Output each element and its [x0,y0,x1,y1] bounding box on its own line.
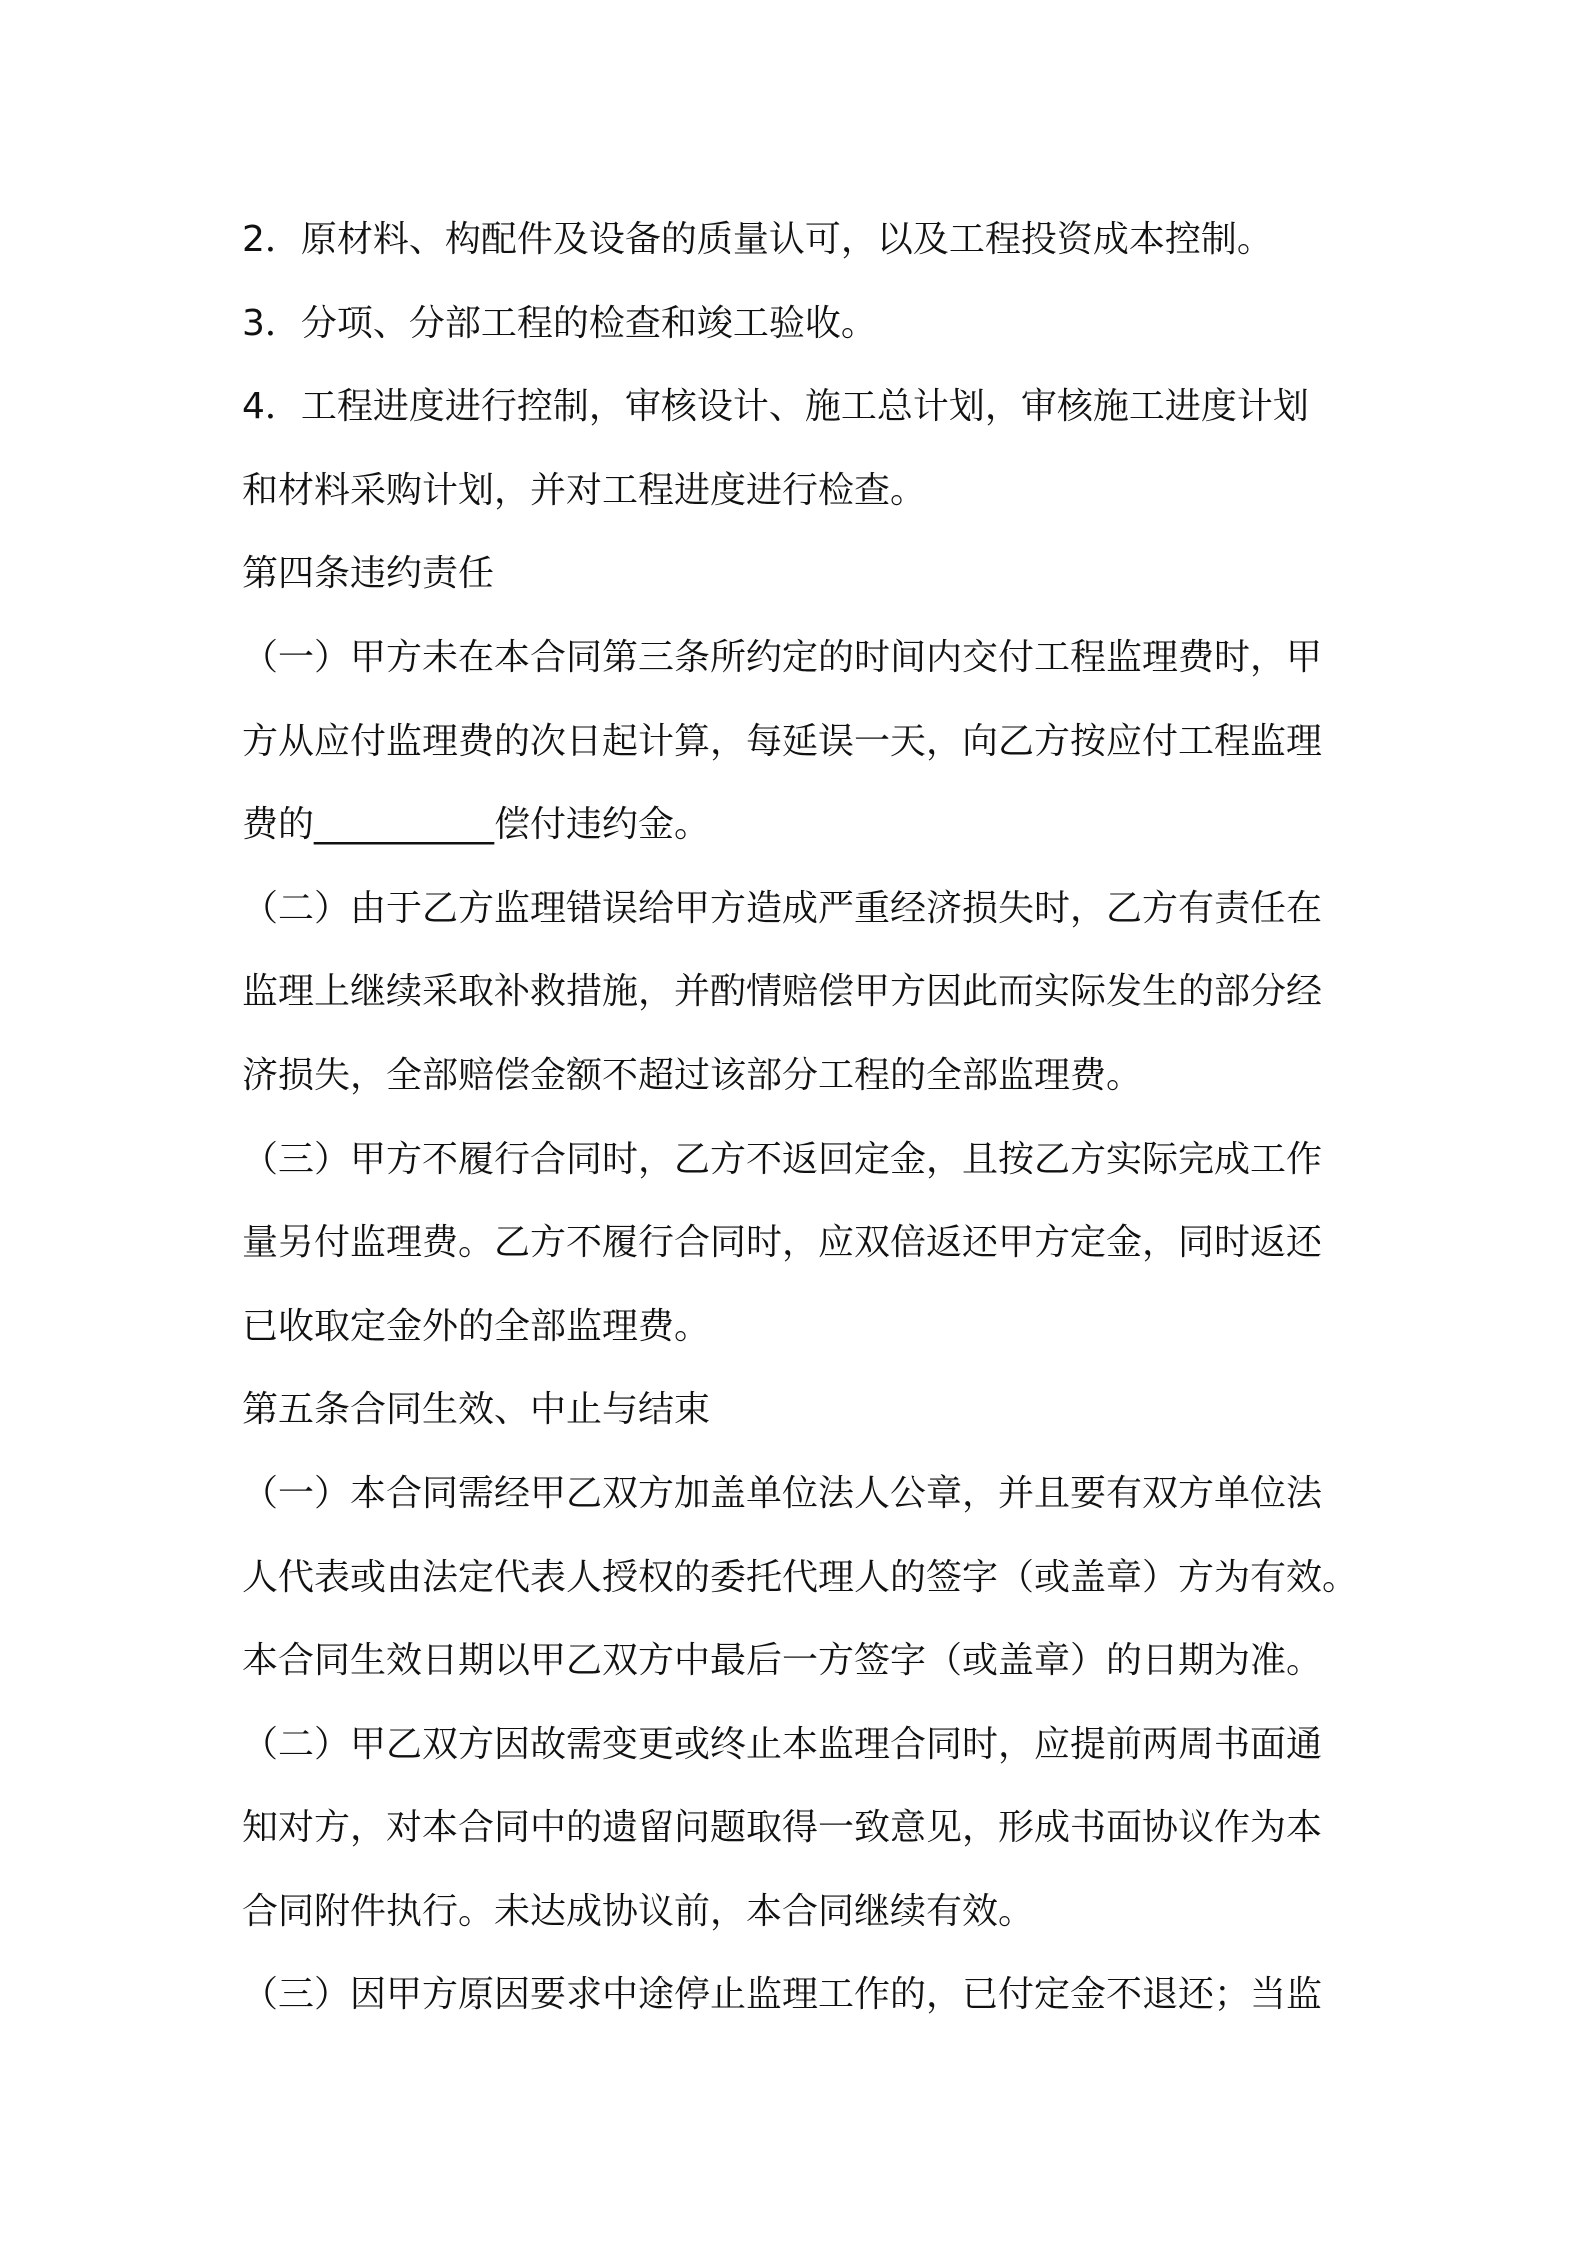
text-line: 费的__________偿付违约金。 [242,804,711,846]
section-heading: 第五条合同生效、中止与结束 [242,1389,711,1431]
text-line: （三）因甲方原因要求中途停止监理工作的，已付定金不退还；当监 [242,1974,1323,2016]
text-line: （一）本合同需经甲乙双方加盖单位法人公章，并且要有双方单位法 [242,1472,1323,1514]
text-line: （二）甲乙双方因故需变更或终止本监理合同时，应提前两周书面通 [242,1723,1323,1765]
text-line: 人代表或由法定代表人授权的委托代理人的签字（或盖章）方为有效。 [242,1556,1359,1598]
text-line: （二）由于乙方监理错误给甲方造成严重经济损失时，乙方有责任在 [242,887,1323,929]
text-line: 量另付监理费。乙方不履行合同时，应双倍返还甲方定金，同时返还 [242,1222,1323,1264]
text-line: 和材料采购计划，并对工程进度进行检查。 [242,469,927,511]
document-page [242,198,1362,2037]
text-line: 已收取定金外的全部监理费。 [242,1305,711,1347]
text-line: 4．工程进度进行控制，审核设计、施工总计划，审核施工进度计划 [242,386,1309,428]
text-line: 监理上继续采取补救措施，并酌情赔偿甲方因此而实际发生的部分经 [242,971,1323,1013]
text-line: 本合同生效日期以甲乙双方中最后一方签字（或盖章）的日期为准。 [242,1640,1323,1682]
text-line: 合同附件执行。未达成协议前，本合同继续有效。 [242,1890,1035,1932]
text-line: （一）甲方未在本合同第三条所约定的时间内交付工程监理费时，甲 [242,636,1323,678]
section-heading: 第四条违约责任 [242,553,495,595]
text-line: 3．分项、分部工程的检查和竣工验收。 [242,302,877,344]
text-line: （三）甲方不履行合同时，乙方不返回定金，且按乙方实际完成工作 [242,1138,1323,1180]
text-line: 知对方，对本合同中的遗留问题取得一致意见，形成书面协议作为本 [242,1807,1323,1849]
text-line: 济损失，全部赔偿金额不超过该部分工程的全部监理费。 [242,1054,1143,1096]
text-line: 方从应付监理费的次日起计算，每延误一天，向乙方按应付工程监理 [242,720,1323,762]
text-line: 2．原材料、构配件及设备的质量认可，以及工程投资成本控制。 [242,219,1273,260]
